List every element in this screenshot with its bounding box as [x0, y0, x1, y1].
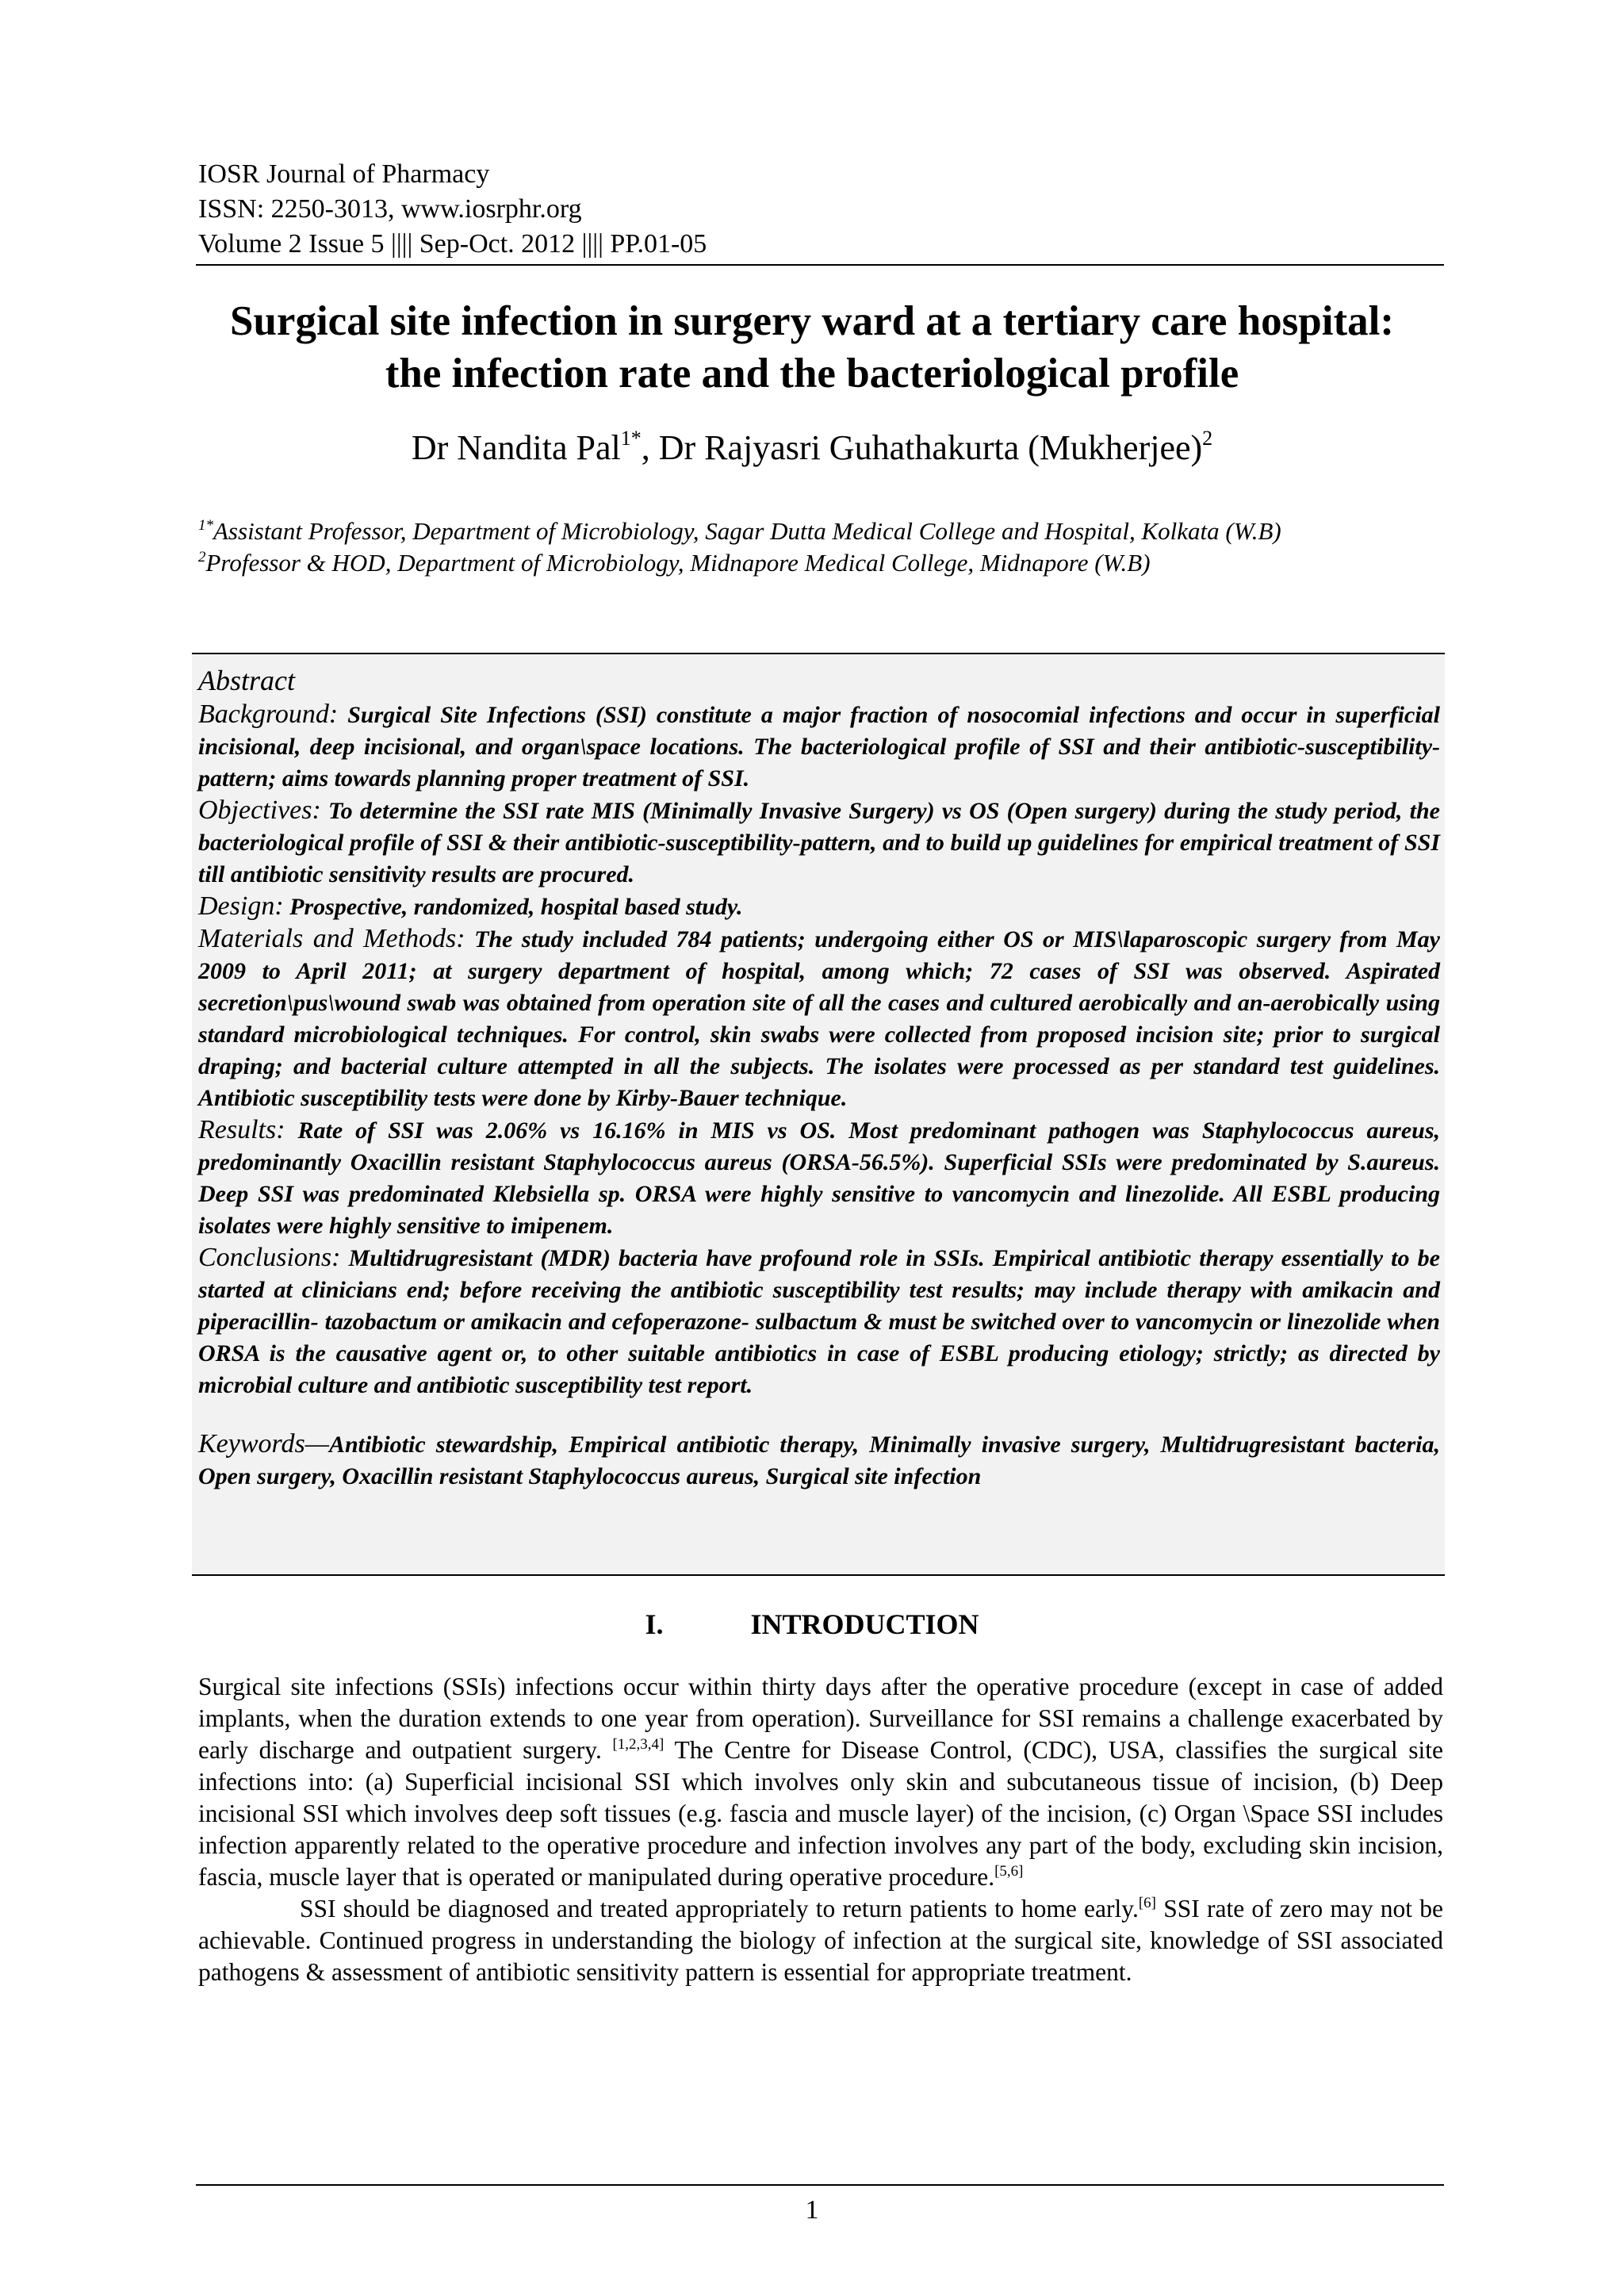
- intro-citation: [5,6]: [994, 1863, 1024, 1880]
- page-number: 1: [805, 2195, 819, 2225]
- affiliation-1-mark: 1*: [198, 517, 213, 534]
- methods-label: Materials and Methods:: [198, 924, 465, 953]
- author-2-affiliation-mark: 2: [1202, 427, 1213, 450]
- abstract-background: [198, 699, 1440, 795]
- section-number: I.: [645, 1608, 664, 1640]
- abstract-content: [198, 662, 1440, 1493]
- abstract-design: [198, 891, 1440, 923]
- journal-volume: Volume 2 Issue 5 |||| Sep-Oct. 2012 |||| PP.01-05: [198, 229, 707, 259]
- background-label: Background:: [198, 700, 339, 729]
- design-label: Design:: [198, 891, 284, 921]
- title-line-1: Surgical site infection in surgery ward at a tertiary care hospital:: [229, 298, 1395, 344]
- author-list: [159, 424, 1465, 472]
- affiliations: [198, 516, 1451, 579]
- keywords-text: Antibiotic stewardship, Empirical antibiotic therapy, Minimally invasive surgery, Multidrugresistant bacteria, Open surgery, Oxacillin resistant Staphylococcus aureus, Surgical site infection: [198, 1432, 1440, 1489]
- journal-name: IOSR Journal of Pharmacy: [198, 159, 490, 189]
- results-text: Rate of SSI was 2.06% vs 16.16% in MIS vs OS. Most predominant pathogen was Staphylococcus aureus, predominantly Oxacillin resistant Staphylococcus aureus (ORSA-56.5%). Superficial SSIs were predominated by S.aureus. Deep SSI was predominated Klebsiella sp. ORSA were highly sensitive to vancomycin and linezolide. All ESBL producing isolates were highly sensitive to imipenem.: [198, 1117, 1440, 1239]
- header-divider: [196, 264, 1444, 266]
- section-title: INTRODUCTION: [750, 1608, 979, 1640]
- affiliation-1-text: Assistant Professor, Department of Microbiology, Sagar Dutta Medical College and Hospital, Kolkata (W.B): [213, 517, 1281, 545]
- abstract-box: [192, 653, 1445, 1576]
- objectives-label: Objectives:: [198, 795, 321, 825]
- conclusions-text: Multidrugresistant (MDR) bacteria have profound role in SSIs. Empirical antibiotic therapy essentially to be started at clinicians end; before receiving the antibiotic susceptibility test results; may include therapy with amikacin and piperacillin- tazobactum or amikacin and cefoperazone- sulbactum & must be switched over to vancomycin or linezolide when ORSA is the causative agent or, to other suitable antibiotics in case of ESBL producing etiology; strictly; as directed by microbial culture and antibiotic susceptibility test report.: [198, 1245, 1440, 1398]
- intro-p1-text-b: The Centre for Disease Control, (CDC), USA, classifies the surgical site infections into: (a) Superficial incisional SSI which involves only skin and subcutaneous tissue of incision, (b) Deep incisional SSI which involves deep soft tissues (e.g. fascia and muscle layer) of the incision, (c) Organ \Space SSI includes infection apparently related to the operative procedure and infection involves any part of the body, excluding skin incision, fascia, muscle layer that is operated or manipulated during operative procedure.: [198, 1736, 1443, 1891]
- paper-title: [159, 295, 1465, 400]
- affiliation-1: [198, 516, 1451, 547]
- author-2-name: Dr Rajyasri Guhathakurta (Mukherjee): [658, 428, 1203, 467]
- intro-paragraph-1: [198, 1671, 1443, 1893]
- author-1-name: Dr Nandita Pal: [411, 428, 621, 467]
- title-line-2: the infection rate and the bacteriological profile: [385, 351, 1239, 397]
- abstract-results: [198, 1114, 1440, 1242]
- intro-p2-text-b: SSI rate of zero may not be achievable. Continued progress in understanding the biology of infection at the surgical site, knowledge of SSI associated pathogens & assessment of antibiotic sensitivity pattern is essential for appropriate treatment.: [198, 1895, 1444, 1986]
- section-heading: [159, 1604, 1465, 1644]
- intro-citation: [6]: [1138, 1895, 1156, 1911]
- affiliation-2-mark: 2: [198, 549, 206, 565]
- affiliation-2: [198, 547, 1451, 579]
- journal-header: [198, 157, 1443, 262]
- author-1-affiliation-mark: 1*: [620, 427, 642, 450]
- background-text: Surgical Site Infections (SSI) constitute a major fraction of nosocomial infections and occur in superficial incisional, deep incisional, and organ\space locations. The bacteriological profile of SSI and their antibiotic-susceptibility-pattern; aims towards planning proper treatment of SSI.: [198, 702, 1440, 792]
- abstract-conclusions: [198, 1242, 1440, 1401]
- journal-issn: ISSN: 2250-3013, www.iosrphr.org: [198, 194, 582, 224]
- results-label: Results:: [198, 1115, 285, 1144]
- keywords-label: Keywords—: [198, 1429, 329, 1458]
- abstract-keywords: [198, 1428, 1440, 1493]
- objectives-text: To determine the SSI rate MIS (Minimally Invasive Surgery) vs OS (Open surgery) during the study period, the bacteriological profile of SSI & their antibiotic-susceptibility-pattern, and to build up guidelines for empirical treatment of SSI till antibiotic sensitivity results are procured.: [198, 798, 1440, 887]
- conclusions-label: Conclusions:: [198, 1243, 341, 1272]
- intro-citation: [1,2,3,4]: [612, 1736, 665, 1753]
- author-separator: ,: [641, 428, 659, 467]
- abstract-objectives: [198, 795, 1440, 891]
- introduction-body: [198, 1671, 1443, 1988]
- intro-p2-text-a: SSI should be diagnosed and treated appropriately to return patients to home early.: [300, 1895, 1139, 1922]
- affiliation-2-text: Professor & HOD, Department of Microbiology, Midnapore Medical College, Midnapore (W.B): [205, 549, 1151, 577]
- abstract-methods: [198, 923, 1440, 1114]
- intro-paragraph-2: [198, 1893, 1443, 1988]
- methods-text: The study included 784 patients; undergoing either OS or MIS\laparoscopic surgery from May 2009 to April 2011; at surgery department of hospital, among which; 72 cases of SSI was observed. Aspirated secretion\pus\wound swab was obtained from operation site of all the cases and cultured aerobically and an-aerobically using standard microbiological techniques. For control, skin swabs were collected from proposed incision site; prior to surgical draping; and bacterial culture attempted in all the subjects. The isolates were processed as per standard test guidelines. Antibiotic susceptibility tests were done by Kirby-Bauer technique.: [198, 926, 1440, 1111]
- footer-divider: [196, 2184, 1444, 2186]
- intro-p1-text-a: Surgical site infections (SSIs) infections occur within thirty days after the operative procedure (except in case of added implants, when the duration extends to one year from operation). Surveillance for SSI remains a challenge exacerbated by early discharge and outpatient surgery.: [198, 1673, 1443, 1764]
- design-text: Prospective, randomized, hospital based study.: [283, 894, 743, 920]
- abstract-heading: Abstract: [198, 665, 295, 696]
